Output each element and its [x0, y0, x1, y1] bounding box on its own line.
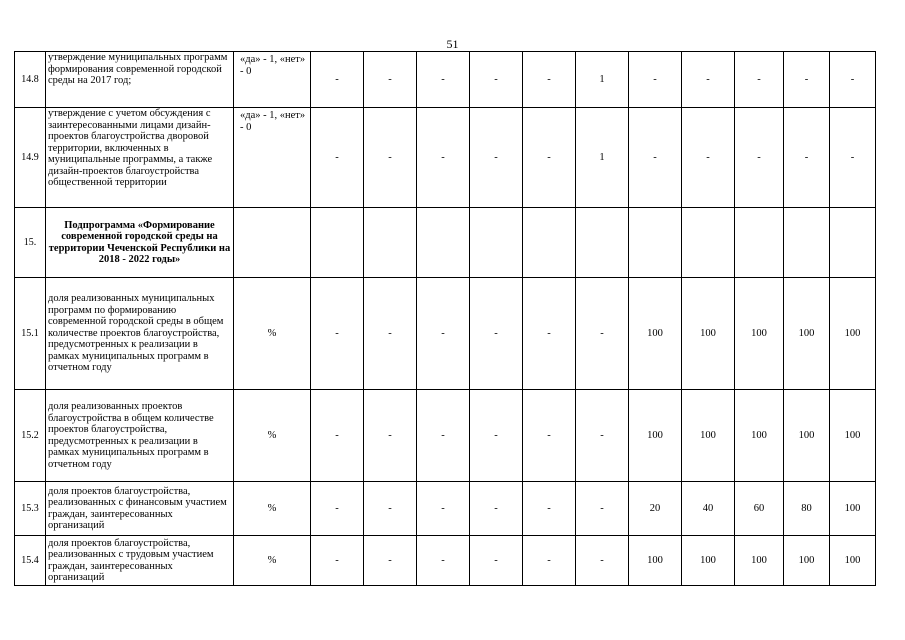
table-row	[15, 52, 876, 108]
value-cell: -	[735, 52, 784, 108]
value-cell: 100	[830, 278, 876, 390]
row-number: 14.9	[15, 108, 46, 208]
value-cell: -	[576, 278, 629, 390]
value-cell: -	[417, 52, 470, 108]
table-row	[15, 108, 876, 208]
value-cell: 100	[682, 536, 735, 586]
row-number: 15.	[15, 208, 46, 278]
value-cell: -	[784, 108, 830, 208]
indicator-text: доля проектов благоустройства, реализованных с трудовым участием граждан, заинтересованных организаций	[46, 536, 234, 586]
indicator-text: утверждение с учетом обсуждения с заинтересованными лицами дизайн-проектов благоустройства дворовой территории, включенных в муниципальные программы, а также дизайн-проектов благоустройства общественной территории	[46, 108, 234, 208]
value-cell: -	[523, 390, 576, 482]
value-cell: 100	[830, 482, 876, 536]
value-cell: -	[364, 390, 417, 482]
page-number: 51	[446, 37, 459, 51]
value-cell: -	[629, 108, 682, 208]
value-cell: -	[364, 482, 417, 536]
value-cell: -	[470, 52, 523, 108]
unit-cell: %	[234, 536, 311, 586]
value-cell: 100	[629, 278, 682, 390]
unit-cell	[234, 208, 311, 278]
value-cell: -	[364, 108, 417, 208]
value-cell	[830, 208, 876, 278]
value-cell: -	[417, 536, 470, 586]
table-row	[15, 390, 876, 482]
value-cell	[682, 208, 735, 278]
value-cell: 80	[784, 482, 830, 536]
value-cell	[629, 208, 682, 278]
value-cell	[784, 208, 830, 278]
value-cell: -	[523, 108, 576, 208]
value-cell: 100	[784, 278, 830, 390]
value-cell: -	[311, 482, 364, 536]
value-cell: -	[311, 536, 364, 586]
row-number: 15.3	[15, 482, 46, 536]
indicators-table	[14, 51, 876, 586]
value-cell: -	[311, 278, 364, 390]
value-cell: -	[364, 536, 417, 586]
value-cell: 100	[735, 390, 784, 482]
value-cell: -	[417, 278, 470, 390]
value-cell: -	[311, 108, 364, 208]
value-cell: -	[364, 278, 417, 390]
value-cell	[417, 208, 470, 278]
value-cell: -	[523, 536, 576, 586]
value-cell: 100	[629, 536, 682, 586]
value-cell: -	[417, 108, 470, 208]
value-cell: -	[523, 278, 576, 390]
value-cell: -	[417, 482, 470, 536]
value-cell: -	[470, 278, 523, 390]
value-cell: 1	[576, 52, 629, 108]
value-cell: -	[629, 52, 682, 108]
value-cell: -	[830, 52, 876, 108]
row-number: 14.8	[15, 52, 46, 108]
value-cell	[576, 208, 629, 278]
value-cell: 100	[735, 536, 784, 586]
indicator-text: доля реализованных проектов благоустройства в общем количестве проектов благоустройства, предусмотренных к реализации в рамках муниципальных программ в отчетном году	[46, 390, 234, 482]
value-cell	[470, 208, 523, 278]
table-row	[15, 536, 876, 586]
value-cell: -	[523, 482, 576, 536]
unit-cell: %	[234, 390, 311, 482]
row-number: 15.1	[15, 278, 46, 390]
indicator-text: доля реализованных муниципальных программ по формированию современной городской среды в общем количестве проектов благоустройства, предусмотренных к реализации в рамках муниципальных программ в отчетном году	[46, 278, 234, 390]
value-cell: 1	[576, 108, 629, 208]
value-cell: 100	[629, 390, 682, 482]
value-cell: -	[576, 482, 629, 536]
value-cell: 100	[784, 536, 830, 586]
unit-cell: «да» - 1, «нет» - 0	[234, 108, 311, 208]
value-cell: 100	[735, 278, 784, 390]
value-cell	[364, 208, 417, 278]
value-cell: -	[735, 108, 784, 208]
value-cell: -	[576, 536, 629, 586]
value-cell: 100	[784, 390, 830, 482]
value-cell: 20	[629, 482, 682, 536]
value-cell: -	[311, 52, 364, 108]
value-cell	[523, 208, 576, 278]
indicator-text: доля проектов благоустройства, реализованных с финансовым участием граждан, заинтересованных организаций	[46, 482, 234, 536]
row-number: 15.2	[15, 390, 46, 482]
value-cell: -	[311, 390, 364, 482]
value-cell: -	[364, 52, 417, 108]
table-row	[15, 482, 876, 536]
indicator-text: Подпрограмма «Формирование современной городской среды на территории Чеченской Республики на 2018 - 2022 годы»	[46, 208, 234, 278]
value-cell: 40	[682, 482, 735, 536]
row-number: 15.4	[15, 536, 46, 586]
value-cell: -	[682, 52, 735, 108]
value-cell: -	[576, 390, 629, 482]
indicator-text: утверждение муниципальных программ формирования современной городской среды на 2017 год;	[46, 52, 234, 108]
value-cell: -	[470, 390, 523, 482]
value-cell	[311, 208, 364, 278]
value-cell: -	[470, 536, 523, 586]
value-cell: 100	[830, 536, 876, 586]
value-cell	[735, 208, 784, 278]
table-row	[15, 208, 876, 278]
value-cell: -	[470, 482, 523, 536]
value-cell: 100	[830, 390, 876, 482]
value-cell: -	[523, 52, 576, 108]
table-row	[15, 278, 876, 390]
unit-cell: %	[234, 278, 311, 390]
value-cell: -	[682, 108, 735, 208]
value-cell: 100	[682, 278, 735, 390]
value-cell: -	[470, 108, 523, 208]
unit-cell: %	[234, 482, 311, 536]
value-cell: 100	[682, 390, 735, 482]
value-cell: -	[830, 108, 876, 208]
value-cell: -	[784, 52, 830, 108]
unit-cell: «да» - 1, «нет» - 0	[234, 52, 311, 108]
value-cell: -	[417, 390, 470, 482]
value-cell: 60	[735, 482, 784, 536]
